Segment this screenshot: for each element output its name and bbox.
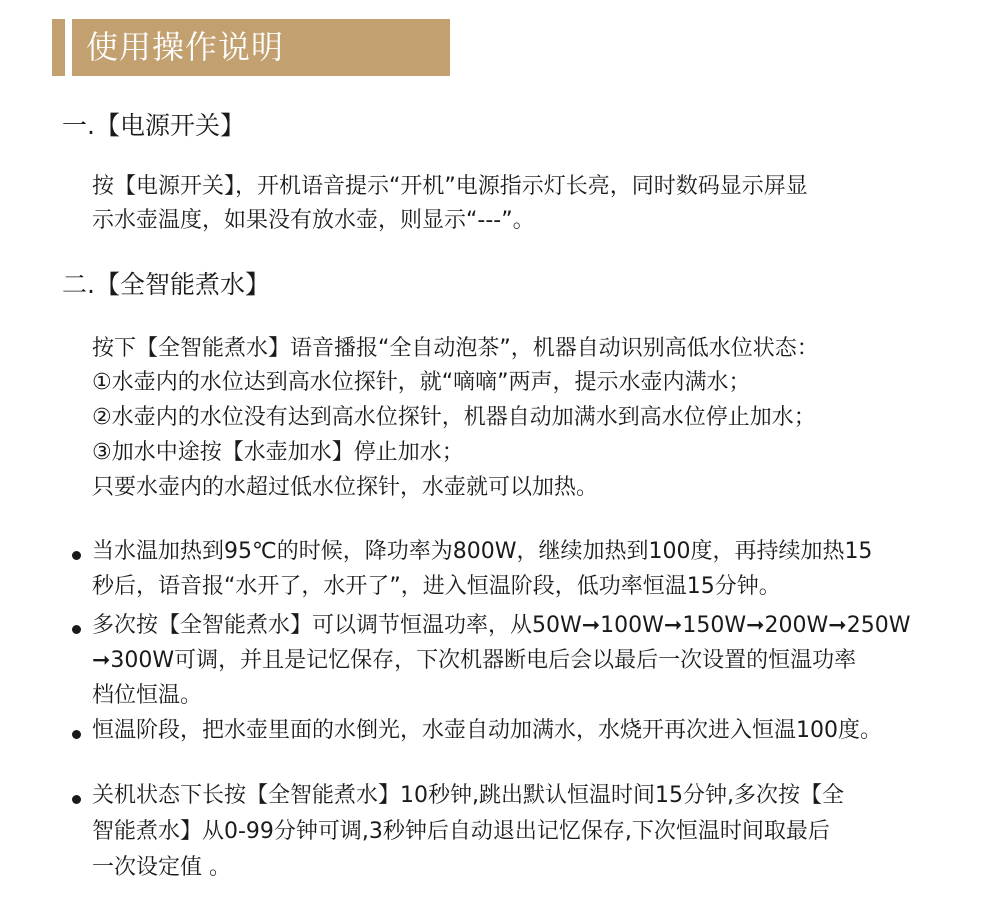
bullet-line: 档位恒温。 (92, 683, 203, 708)
bullet-line: ➞300W可调，并且是记忆保存，下次机器断电后会以最后一次设置的恒温功率 (92, 648, 857, 673)
header-accent-bar (52, 19, 65, 76)
bullet-dot (72, 730, 81, 739)
section1-line: 示水壶温度，如果没有放水壶，则显示“---”。 (92, 208, 535, 233)
bullet-line: 当水温加热到95℃的时候，降功率为800W，继续加热到100度，再持续加热15 (92, 539, 873, 564)
section2-line: ②水壶内的水位没有达到高水位探针，机器自动加满水到高水位停止加水； (92, 405, 816, 430)
page-title: 使用操作说明 (86, 28, 285, 66)
section-heading-power-switch: 一.【电源开关】 (62, 111, 245, 140)
bullet-line: 恒温阶段，把水壶里面的水倒光，水壶自动加满水，水烧开再次进入恒温100度。 (92, 718, 882, 743)
section2-line: ③加水中途按【水壶加水】停止加水； (92, 440, 464, 465)
section-heading-smart-boil: 二.【全智能煮水】 (62, 270, 270, 299)
bullet-dot (72, 625, 81, 634)
bullet-line: 秒后，语音报“水开了，水开了”，进入恒温阶段，低功率恒温15分钟。 (92, 574, 781, 599)
section1-line: 按【电源开关】，开机语音提示“开机”电源指示灯长亮，同时数码显示屏显 (92, 174, 808, 199)
bullet-line: 多次按【全智能煮水】可以调节恒温功率，从50W➞100W➞150W➞200W➞250W (92, 613, 911, 638)
bullet-dot (72, 551, 81, 560)
bullet-line: 一次设定值 。 (92, 855, 231, 880)
section2-line: ①水壶内的水位达到高水位探针，就“嘀嘀”两声，提示水壶内满水； (92, 370, 751, 395)
bullet-dot (72, 795, 81, 804)
section2-line: 按下【全智能煮水】语音播报“全自动泡茶”，机器自动识别高低水位状态： (92, 336, 819, 361)
bullet-line: 智能煮水】从0-99分钟可调,3秒钟后自动退出记忆保存,下次恒温时间取最后 (92, 819, 830, 844)
section2-line: 只要水壶内的水超过低水位探针，水壶就可以加热。 (92, 475, 599, 500)
bullet-line: 关机状态下长按【全智能煮水】10秒钟,跳出默认恒温时间15分钟,多次按【全 (92, 783, 844, 808)
